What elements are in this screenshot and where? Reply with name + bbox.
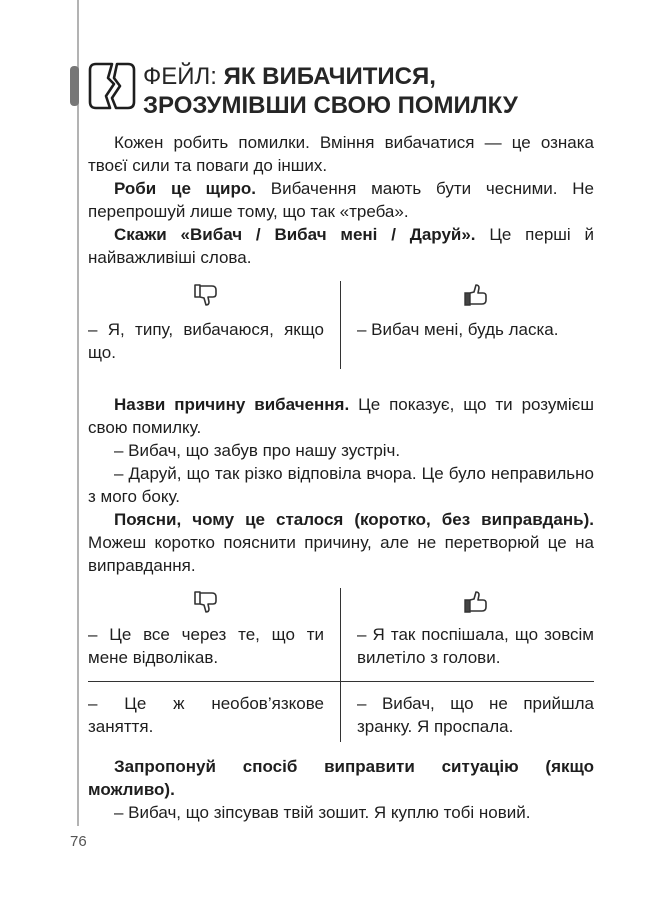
page-heading xyxy=(143,62,623,120)
reason-block xyxy=(88,393,594,577)
thumbs-down-icon xyxy=(192,588,220,616)
thumbs-up-icon xyxy=(462,281,490,309)
intro-block xyxy=(88,131,594,269)
tip-say-sorry-title: Скажи «Вибач / Вибач мені / Даруй». xyxy=(114,225,476,244)
good-column-header xyxy=(341,281,594,315)
thumbs-down-icon xyxy=(192,281,220,309)
tip-name-reason-text: Це показує, що ти розумієш свою помилку. xyxy=(88,395,594,437)
table-row xyxy=(88,621,594,681)
table-row xyxy=(88,588,594,621)
example-harsh: – Даруй, що так різко відповіла вчора. Це було неправильно з мого боку. xyxy=(88,464,594,506)
comparison-table-1 xyxy=(88,281,594,369)
comparison-table-2 xyxy=(88,588,594,742)
table-row xyxy=(88,315,594,369)
bad-column-header xyxy=(88,588,341,621)
heading-line1: ЯК ВИБАЧИТИСЯ, xyxy=(223,63,436,90)
fix-block xyxy=(88,755,594,824)
example-forgot: – Вибач, що забув про нашу зустріч. xyxy=(114,441,401,460)
heading-line2: ЗРОЗУМІВШИ СВОЮ ПОМИЛКУ xyxy=(143,92,518,119)
tip-say-sorry xyxy=(88,223,594,269)
thumbs-up-icon xyxy=(462,588,490,616)
good-example: – Я так поспішала, що зовсім вилетіло з голови. xyxy=(357,625,594,667)
good-example: – Вибач, що не прийшла зранку. Я проспала. xyxy=(357,694,594,736)
page-number: 76 xyxy=(70,833,87,850)
tip-explain xyxy=(88,508,594,577)
tip-sincere-title: Роби це щиро. xyxy=(114,179,256,198)
table-row xyxy=(88,682,594,742)
good-example: – Вибач мені, будь ласка. xyxy=(357,320,559,339)
tip-say-sorry-text: Це перші й найважливіші слова. xyxy=(88,225,594,267)
good-column-header xyxy=(341,588,594,621)
heading-prefix: ФЕЙЛ: xyxy=(143,63,224,90)
margin-rule xyxy=(77,0,79,826)
bad-example: – Це ж необов’язкове заняття. xyxy=(88,682,341,742)
tip-name-reason xyxy=(88,393,594,439)
bad-example: – Це все через те, що ти мене відволікав. xyxy=(88,621,341,681)
example-notebook: – Вибач, що зіпсував твій зошит. Я куплю тобі новий. xyxy=(114,803,531,822)
tip-sincere xyxy=(88,177,594,223)
tip-name-reason-title: Назви причину вибачення. xyxy=(114,395,350,414)
table-row xyxy=(88,281,594,315)
tip-explain-text: Можеш коротко пояснити причину, але не перетворюй це на виправдання. xyxy=(88,533,594,575)
tip-offer-fix xyxy=(88,755,594,801)
tip-sincere-text: Вибачення мають бути чесними. Не перепрошуй лише тому, що так «треба». xyxy=(88,179,594,221)
bad-column-header xyxy=(88,281,341,315)
intro-paragraph: Кожен робить помилки. Вміння вибачатися — це ознака твоєї сили та поваги до інших. xyxy=(88,133,594,175)
tip-offer-fix-title: Запропонуй спосіб виправити ситуацію (якщо можливо). xyxy=(88,757,594,799)
broken-card-icon xyxy=(86,60,136,112)
tip-explain-title: Поясни, чому це сталося (коротко, без виправдань). xyxy=(114,510,594,529)
margin-tab xyxy=(70,66,79,106)
bad-example: – Я, типу, вибачаюся, якщо що. xyxy=(88,315,341,369)
